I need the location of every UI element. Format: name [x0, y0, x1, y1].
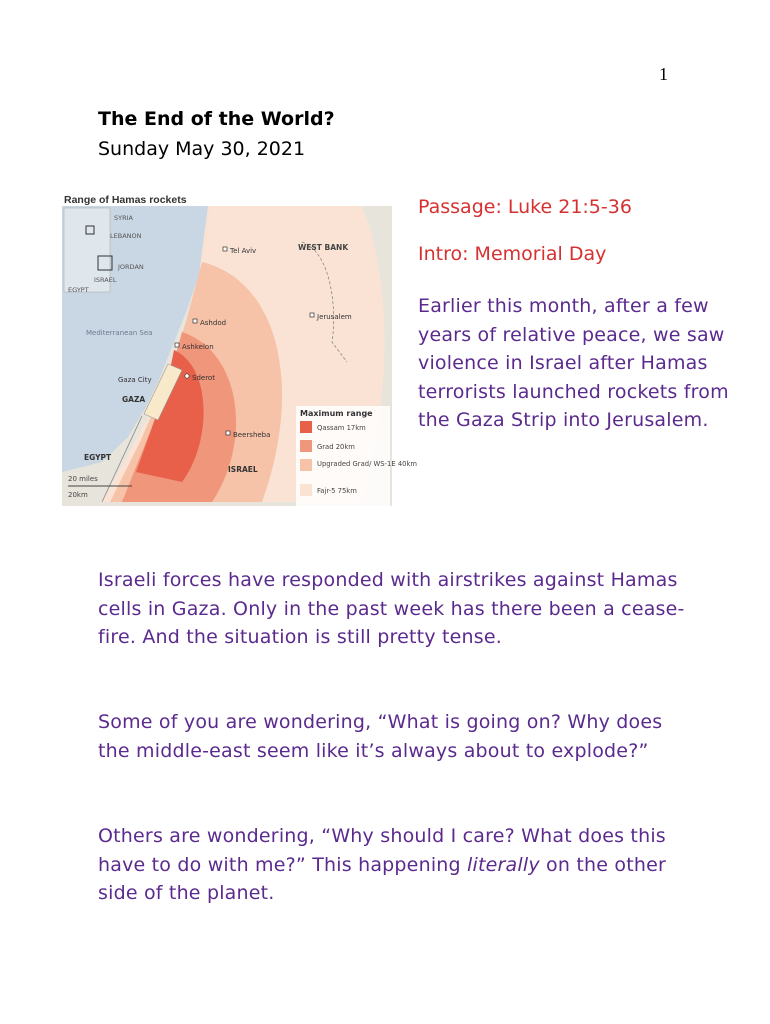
- legend-label-grad: Grad 20km: [317, 443, 355, 451]
- paragraph-4-italic: literally: [467, 853, 540, 876]
- map-svg: [62, 192, 418, 506]
- legend-swatch-grad: [300, 440, 312, 452]
- paragraph-4-end: on the other side of the planet.: [98, 853, 666, 904]
- label-sderot: Sderot: [192, 374, 215, 382]
- document-title: The End of the World?: [98, 108, 335, 130]
- legend-swatch-upgraded-grad: [300, 459, 312, 471]
- marker-beersheba: [226, 431, 230, 435]
- inset-label-syria: SYRIA: [114, 214, 133, 222]
- label-egypt: EGYPT: [84, 453, 112, 462]
- scale-miles: 20 miles: [68, 475, 98, 483]
- paragraph-4-start: Others are wondering, “Why should I care? What does this have to do with me?” This happening: [98, 825, 666, 876]
- marker-sderot: [185, 374, 189, 378]
- label-mediterranean: Mediterranean Sea: [86, 329, 153, 337]
- side-column: [418, 196, 758, 435]
- label-west-bank: WEST BANK: [298, 243, 349, 252]
- inset-label-egypt: EGYPT: [68, 286, 89, 294]
- document-date: Sunday May 30, 2021: [98, 138, 306, 160]
- inset-label-israel: ISRAEL: [94, 276, 117, 284]
- map-title: Range of Hamas rockets: [64, 194, 187, 206]
- paragraph-3: Some of you are wondering, “What is going on? Why does the middle-east seem like it’s always about to explode?”: [98, 711, 663, 762]
- legend-title: Maximum range: [300, 409, 373, 418]
- passage-reference: Passage: Luke 21:5-36: [418, 196, 632, 218]
- marker-tel-aviv: [223, 247, 227, 251]
- label-jerusalem: Jerusalem: [317, 313, 352, 321]
- legend-swatch-fajr5: [300, 484, 312, 496]
- label-tel-aviv: Tel Aviv: [230, 247, 257, 255]
- paragraph-1: Earlier this month, after a few years of relative peace, we saw violence in Israel after Hamas terrorists launched rockets from the Gaza Strip into Jerusalem.: [418, 295, 729, 431]
- marker-jerusalem: [310, 313, 314, 317]
- paragraph-4: [98, 822, 698, 908]
- label-israel: ISRAEL: [228, 465, 258, 474]
- legend-label-upgraded-grad: Upgraded Grad/ WS-1E 40km: [317, 460, 418, 468]
- inset-label-lebanon: LEBANON: [110, 232, 142, 240]
- inset-label-jordan: JORDAN: [118, 263, 144, 271]
- intro-heading: Intro: Memorial Day: [418, 243, 607, 265]
- marker-ashkelon: [175, 343, 179, 347]
- page-number: 1: [659, 64, 668, 84]
- label-gaza: GAZA: [122, 395, 146, 404]
- rocket-range-map: [62, 192, 418, 506]
- label-ashkelon: Ashkelon: [182, 343, 214, 351]
- legend-swatch-qassam: [300, 421, 312, 433]
- label-gaza-city: Gaza City: [118, 376, 152, 384]
- marker-ashdod: [193, 319, 197, 323]
- legend-label-qassam: Qassam 17km: [317, 424, 366, 432]
- paragraph-2: Israeli forces have responded with airstrikes against Hamas cells in Gaza. Only in the past week has there been a cease-fire. And the situation is still pretty tense.: [98, 569, 685, 648]
- label-beersheba: Beersheba: [233, 431, 271, 439]
- label-ashdod: Ashdod: [200, 319, 227, 327]
- legend-label-fajr5: Fajr-5 75km: [317, 487, 357, 495]
- scale-km: 20km: [68, 491, 88, 499]
